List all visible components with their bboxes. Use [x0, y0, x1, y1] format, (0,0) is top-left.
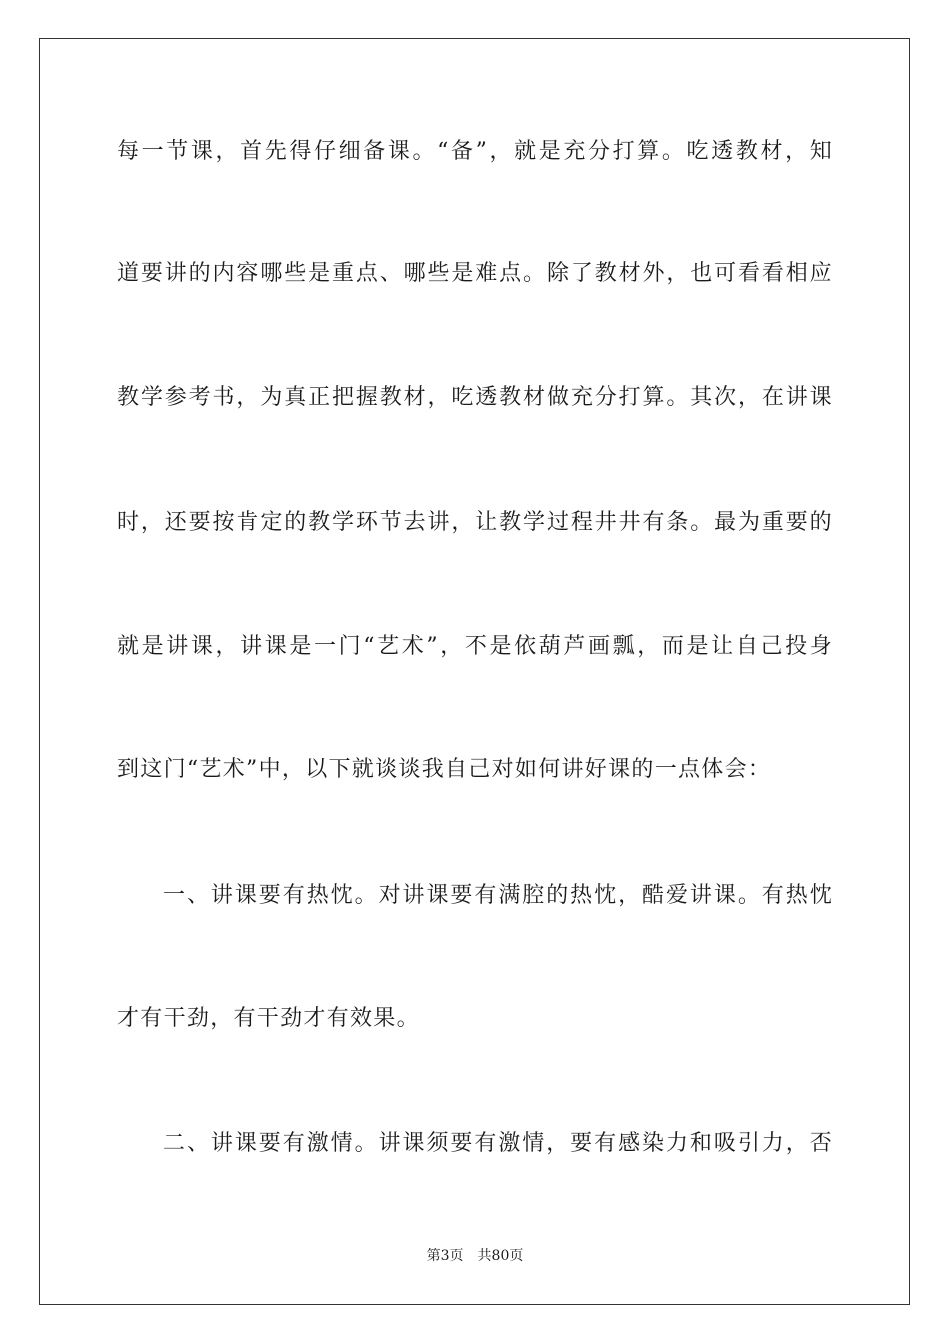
paragraph-line-4: 时，还要按肯定的教学环节去讲，让教学过程井井有条。最为重要的: [117, 510, 833, 535]
paragraph-line-8: 才有干劲，有干劲才有效果。: [117, 1006, 420, 1031]
paragraph-line-3: 教学参考书，为真正把握教材，吃透教材做充分打算。其次，在讲课: [117, 385, 833, 410]
paragraph-line-1: 每一节课，首先得仔细备课。“备”，就是充分打算。吃透教材，知: [117, 139, 833, 164]
page-footer: [0, 1246, 950, 1266]
paragraph-line-6: 到这门“艺术”中，以下就谈谈我自己对如何讲好课的一点体会：: [117, 757, 772, 782]
paragraph-line-2: 道要讲的内容哪些是重点、哪些是难点。除了教材外，也可看看相应: [117, 261, 833, 286]
paragraph-line-5: 就是讲课，讲课是一门“艺术”，不是依葫芦画瓢，而是让自己投身: [117, 634, 833, 659]
paragraph-line-7: 一、讲课要有热忱。对讲课要有满腔的热忱，酷爱讲课。有热忱: [163, 883, 833, 908]
page-border: [39, 38, 910, 1305]
paragraph-line-9: 二、讲课要有激情。讲课须要有激情，要有感染力和吸引力，否: [163, 1131, 833, 1156]
page-number: 第3页: [426, 1248, 464, 1264]
page-total: 共80页: [477, 1248, 524, 1264]
